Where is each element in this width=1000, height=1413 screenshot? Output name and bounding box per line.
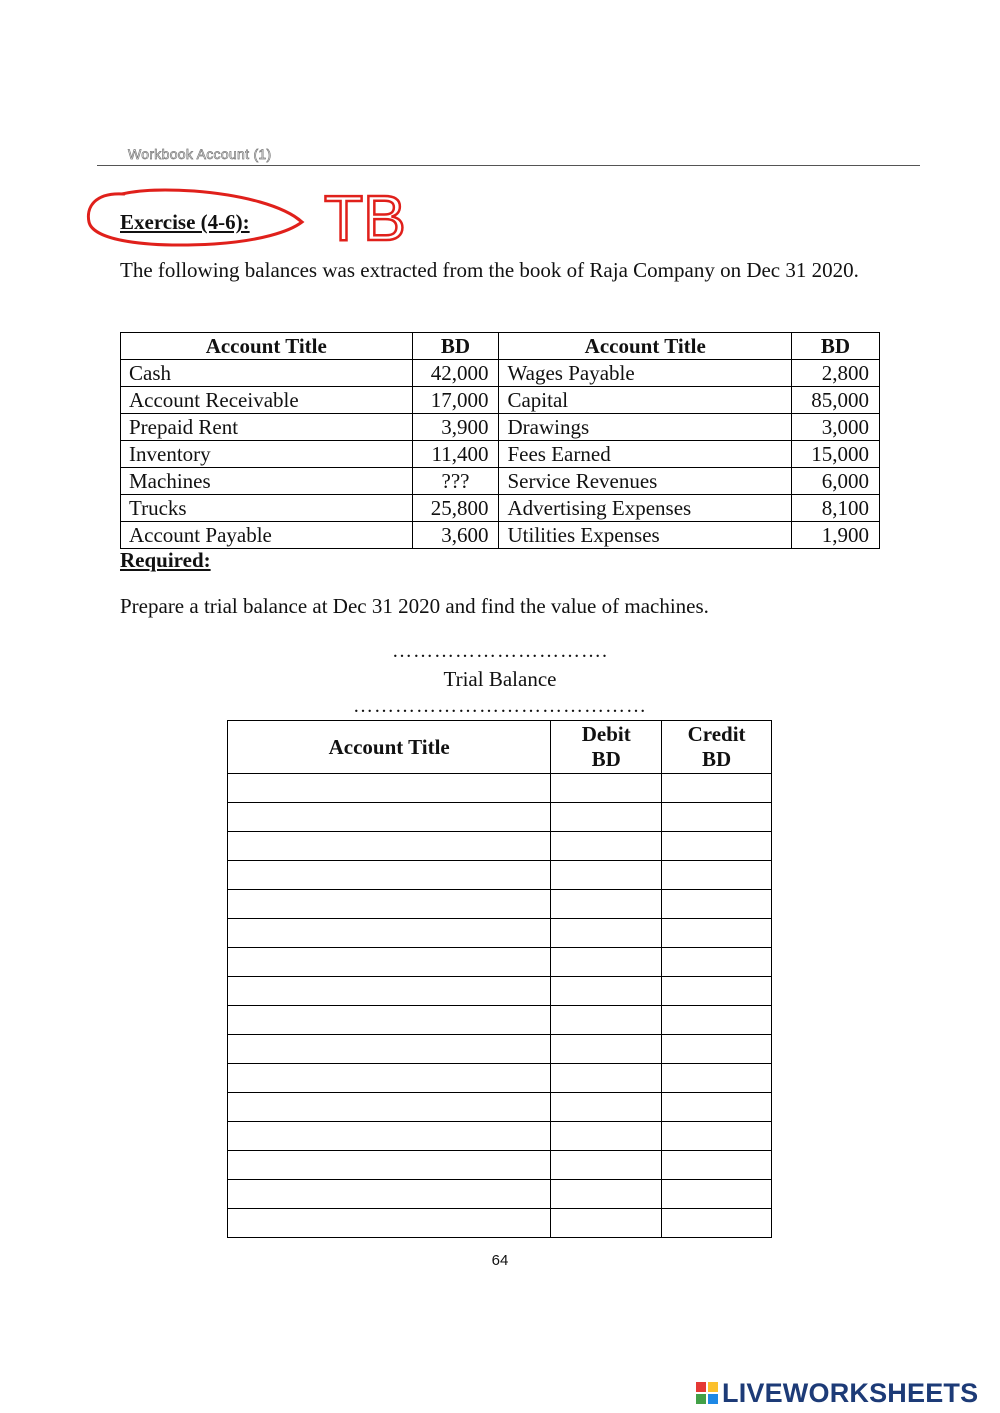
amount-cell: 17,000 — [412, 387, 499, 414]
column-header-debit — [551, 721, 662, 774]
account-title-answer-cell[interactable] — [228, 1209, 551, 1238]
trial-balance-row — [228, 774, 772, 803]
credit-answer-cell[interactable] — [662, 1122, 772, 1151]
account-title-answer-cell[interactable] — [228, 1064, 551, 1093]
debit-answer-cell[interactable] — [551, 977, 662, 1006]
account-title-answer-cell[interactable] — [228, 861, 551, 890]
account-title-cell: Cash — [121, 360, 413, 387]
account-title-answer-cell[interactable] — [228, 977, 551, 1006]
trial-balance-row — [228, 861, 772, 890]
balances-header-row — [121, 333, 880, 360]
balance-row — [121, 468, 880, 495]
debit-answer-cell[interactable] — [551, 832, 662, 861]
debit-answer-cell[interactable] — [551, 1122, 662, 1151]
credit-answer-cell[interactable] — [662, 1035, 772, 1064]
credit-answer-cell[interactable] — [662, 861, 772, 890]
amount-cell: 3,000 — [792, 414, 880, 441]
account-title-answer-cell[interactable] — [228, 774, 551, 803]
balance-row — [121, 522, 880, 549]
logo-square — [708, 1394, 718, 1404]
debit-answer-cell[interactable] — [551, 1151, 662, 1180]
debit-answer-cell[interactable] — [551, 1093, 662, 1122]
trial-balance-header-row — [228, 721, 772, 774]
account-title-cell: Account Receivable — [121, 387, 413, 414]
debit-answer-cell[interactable] — [551, 861, 662, 890]
amount-cell: 85,000 — [792, 387, 880, 414]
intro-paragraph: The following balances was extracted from the book of Raja Company on Dec 31 2020. — [120, 258, 859, 282]
trial-balance-row — [228, 1006, 772, 1035]
account-title-answer-cell[interactable] — [228, 948, 551, 977]
trial-balance-table — [227, 720, 772, 1238]
account-title-answer-cell[interactable] — [228, 803, 551, 832]
column-header-bd: BD — [792, 333, 880, 360]
account-title-answer-cell[interactable] — [228, 1006, 551, 1035]
credit-answer-cell[interactable] — [662, 803, 772, 832]
credit-answer-cell[interactable] — [662, 832, 772, 861]
account-title-cell: Wages Payable — [499, 360, 792, 387]
trial-balance-row — [228, 1093, 772, 1122]
trial-balance-row — [228, 1151, 772, 1180]
trial-balance-row — [228, 1064, 772, 1093]
page-number: 64 — [491, 1252, 509, 1269]
header-divider — [97, 165, 920, 166]
account-title-answer-cell[interactable] — [228, 1151, 551, 1180]
trial-balance-row — [228, 1035, 772, 1064]
logo-square — [696, 1382, 706, 1392]
column-header-account-title: Account Title — [499, 333, 792, 360]
account-title-answer-cell[interactable] — [228, 890, 551, 919]
credit-answer-cell[interactable] — [662, 977, 772, 1006]
trial-balance-row — [228, 919, 772, 948]
debit-answer-cell[interactable] — [551, 890, 662, 919]
trial-balance-row — [228, 832, 772, 861]
credit-answer-cell[interactable] — [662, 1064, 772, 1093]
account-title-cell: Inventory — [121, 441, 413, 468]
balance-row — [121, 441, 880, 468]
credit-answer-cell[interactable] — [662, 919, 772, 948]
amount-cell: 11,400 — [412, 441, 499, 468]
account-title-cell: Drawings — [499, 414, 792, 441]
account-title-answer-cell[interactable] — [228, 832, 551, 861]
account-title-cell: Fees Earned — [499, 441, 792, 468]
credit-answer-cell[interactable] — [662, 1093, 772, 1122]
annotation-text: TB — [324, 182, 406, 254]
account-title-answer-cell[interactable] — [228, 1093, 551, 1122]
amount-cell: 25,800 — [412, 495, 499, 522]
debit-unit: BD — [591, 747, 621, 771]
account-title-answer-cell[interactable] — [228, 1035, 551, 1064]
trial-balance-title: Trial Balance — [443, 667, 557, 691]
credit-answer-cell[interactable] — [662, 948, 772, 977]
credit-answer-cell[interactable] — [662, 1180, 772, 1209]
trial-balance-row — [228, 948, 772, 977]
account-title-cell: Account Payable — [121, 522, 413, 549]
column-header-account-title: Account Title — [228, 721, 551, 774]
date-blank: …………………………………… — [353, 695, 647, 717]
account-title-answer-cell[interactable] — [228, 1180, 551, 1209]
header-title: Workbook Account (1) — [128, 146, 272, 162]
trial-balance-row — [228, 1180, 772, 1209]
column-header-account-title: Account Title — [121, 333, 413, 360]
credit-label: Credit — [687, 722, 746, 746]
trial-balance-row — [228, 890, 772, 919]
account-title-cell: Trucks — [121, 495, 413, 522]
trial-balance-row — [228, 803, 772, 832]
trial-balance-row — [228, 1122, 772, 1151]
trial-balance-row — [228, 1209, 772, 1238]
credit-answer-cell[interactable] — [662, 1006, 772, 1035]
account-title-cell: Utilities Expenses — [499, 522, 792, 549]
brand-watermark[interactable] — [696, 1376, 978, 1410]
exercise-title: Exercise (4-6): — [120, 210, 250, 234]
amount-cell: 3,600 — [412, 522, 499, 549]
account-title-cell: Prepaid Rent — [121, 414, 413, 441]
account-title-answer-cell[interactable] — [228, 1122, 551, 1151]
amount-cell: 42,000 — [412, 360, 499, 387]
debit-label: Debit — [581, 722, 631, 746]
balance-row — [121, 495, 880, 522]
logo-square — [708, 1382, 718, 1392]
logo-square — [696, 1394, 706, 1404]
debit-answer-cell[interactable] — [551, 1064, 662, 1093]
amount-cell: 6,000 — [792, 468, 880, 495]
debit-answer-cell[interactable] — [551, 919, 662, 948]
credit-answer-cell[interactable] — [662, 774, 772, 803]
account-title-answer-cell[interactable] — [228, 919, 551, 948]
debit-answer-cell[interactable] — [551, 803, 662, 832]
balance-row — [121, 360, 880, 387]
amount-cell: 2,800 — [792, 360, 880, 387]
amount-cell: 8,100 — [792, 495, 880, 522]
amount-cell: 1,900 — [792, 522, 880, 549]
credit-unit: BD — [701, 747, 732, 771]
balance-row — [121, 414, 880, 441]
account-title-cell: Machines — [121, 468, 413, 495]
credit-answer-cell[interactable] — [662, 890, 772, 919]
account-title-cell: Service Revenues — [499, 468, 792, 495]
column-header-credit — [662, 721, 772, 774]
brand-logo-icon — [696, 1382, 718, 1404]
debit-answer-cell[interactable] — [551, 1209, 662, 1238]
account-title-cell: Capital — [499, 387, 792, 414]
balances-table — [120, 332, 880, 549]
amount-cell: 3,900 — [412, 414, 499, 441]
amount-cell: ??? — [412, 468, 499, 495]
account-title-cell: Advertising Expenses — [499, 495, 792, 522]
required-label: Required: — [120, 548, 211, 572]
credit-answer-cell[interactable] — [662, 1209, 772, 1238]
task-instruction: Prepare a trial balance at Dec 31 2020 and find the value of machines. — [120, 594, 709, 618]
debit-answer-cell[interactable] — [551, 1035, 662, 1064]
balance-row — [121, 387, 880, 414]
amount-cell: 15,000 — [792, 441, 880, 468]
credit-answer-cell[interactable] — [662, 1151, 772, 1180]
trial-balance-row — [228, 977, 772, 1006]
debit-answer-cell[interactable] — [551, 1006, 662, 1035]
debit-answer-cell[interactable] — [551, 948, 662, 977]
debit-answer-cell[interactable] — [551, 1180, 662, 1209]
company-name-blank: …………………………. — [392, 640, 608, 662]
debit-answer-cell[interactable] — [551, 774, 662, 803]
column-header-bd: BD — [412, 333, 499, 360]
brand-name: LIVEWORKSHEETS — [722, 1377, 979, 1408]
